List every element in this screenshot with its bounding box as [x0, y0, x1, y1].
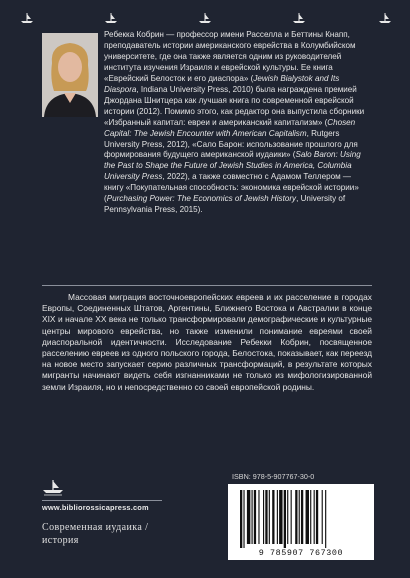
barcode-bar	[284, 490, 286, 548]
book-summary: Массовая миграция восточноевропейских евреев и их расселение в городах Европы, Соединенных Штатов, Аргентины, Ближнего Востока и Австралии в конце XIX и начале XX века не только трансформировали демографические и культурные центры мирового еврейства, но также изменили понимание евреями своей диаспоральной идентичности. Исследование Ребекки Кобрин, посвященное расселению евреев из одного польского города, Белостока, показывает, как переезд на новое место запускает серию различных трансформаций, в результате которых мигранты начинают видеть себя изгнанниками не только из мифологизированной земли Израиля, но и непосредственно со своей европейской родины.	[42, 292, 372, 392]
barcode-bar	[299, 490, 300, 544]
boat-icon	[20, 11, 34, 25]
bio-book-title: Chosen Capital: The Jewish Encounter with American Capitalism	[104, 117, 356, 138]
bio-book-title: Jewish Bialystok and Its Diaspora	[104, 73, 340, 94]
barcode-bar	[272, 490, 274, 544]
barcode-bars	[228, 484, 374, 548]
barcode-bar	[322, 490, 323, 544]
boat-icon	[104, 11, 118, 25]
barcode-bar	[314, 490, 315, 544]
barcode-bar	[240, 490, 242, 548]
barcode-bar	[325, 490, 326, 548]
bio-text: , 2022), а также совместно с Адамом Теллером — книгу «Покупательная способность: экономика еврейской истории» (	[104, 172, 359, 204]
section-divider	[42, 285, 372, 286]
barcode-bar	[306, 490, 309, 544]
author-bio	[104, 30, 372, 216]
barcode-bar	[265, 490, 267, 544]
publisher-divider	[42, 500, 162, 501]
boat-icon	[378, 11, 392, 25]
barcode-bar	[295, 490, 297, 544]
boat-icon	[198, 11, 212, 25]
bio-text: , University of Pennsylvania Press, 2015).	[104, 194, 346, 215]
barcode-bar	[277, 490, 278, 544]
bio-book-title: Purchasing Power: The Economics of Jewish History	[106, 194, 297, 204]
publisher-website: www.bibliorossicapress.com	[42, 503, 149, 512]
isbn-label: ISBN: 978-5-907767-30-0	[232, 472, 315, 481]
barcode-bar	[254, 490, 256, 544]
author-photo	[42, 33, 98, 117]
barcode	[228, 484, 374, 560]
bio-text: , Rutgers University Press, 2012), «Сало Барон: использование прошлого для формирования будущего американской иудаики» (	[104, 128, 358, 160]
barcode-bar	[291, 490, 292, 544]
barcode-bar	[258, 490, 259, 544]
publisher-boat-icon	[42, 478, 64, 496]
boat-icon	[292, 11, 306, 25]
barcode-bar	[310, 490, 311, 544]
barcode-bar	[263, 490, 264, 544]
barcode-digits: 9 785907 767300	[258, 548, 344, 558]
barcode-bar	[301, 490, 303, 544]
barcode-bar	[252, 490, 253, 544]
barcode-bar	[316, 490, 318, 544]
barcode-bar	[269, 490, 270, 544]
barcode-bar	[243, 490, 244, 548]
top-ornament-row	[0, 11, 410, 27]
barcode-bar	[287, 490, 288, 544]
bio-text: , Indiana University Press, 2010) была награждена премией Джордана Шнитцера как лучшая книга по современной еврейской истории (2012). Помимо этого, как редактор она выпустила сборники «Избранный капитал: евреи и американский капитализм» (	[104, 84, 365, 127]
bio-book-title: Salo Baron: Using the Past to Shape the Future of Jewish Studies in America, Columbia University Press	[104, 150, 361, 182]
series-title: Современная иудаика / история	[42, 522, 149, 546]
barcode-bar	[279, 490, 282, 544]
barcode-bar	[247, 490, 250, 544]
bio-text: Ребекка Кобрин — профессор имени Расселла и Беттины Кнапп, преподаватель истории американского еврейства в Колумбийском университете, где она также является одним из руководителей института изучения Израиля и еврейской культуры. Ее книга «Еврейский Белосток и его диаспора» (	[104, 30, 356, 83]
